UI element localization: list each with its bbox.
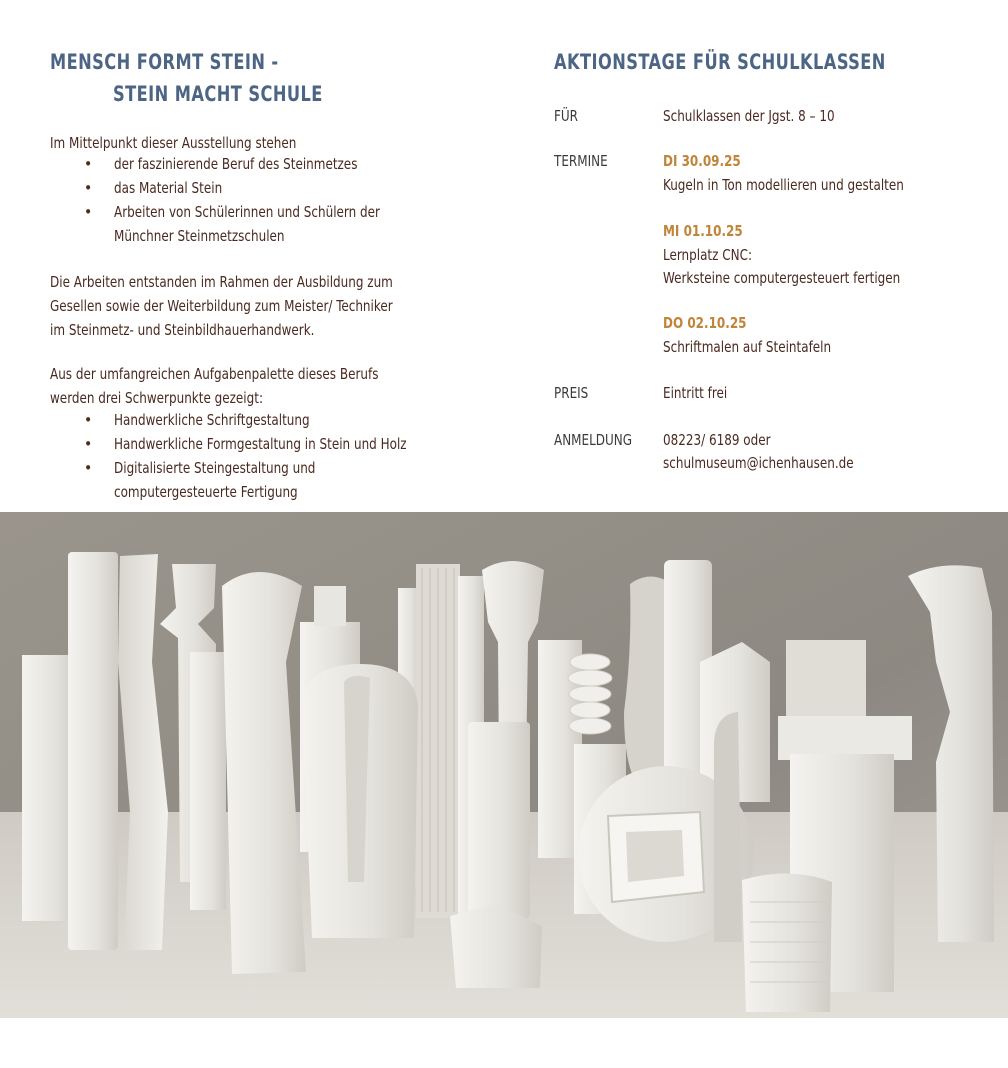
phone-text: 08223/ 6189 oder	[663, 431, 771, 449]
date-1: DI 30.09.25	[663, 152, 741, 170]
preis-value: Eintritt frei	[663, 384, 728, 402]
list-item: • der faszinierende Beruf des Steinmetzes	[84, 155, 358, 173]
event-2-line-1: Lernplatz CNC:	[663, 246, 752, 264]
list-item: • Handwerkliche Schriftgestaltung	[84, 411, 310, 429]
event-3: Schriftmalen auf Steintafeln	[663, 338, 832, 356]
key-areas-list	[80, 408, 454, 504]
termine-label: TERMINE	[554, 152, 608, 170]
list-item: • Arbeiten von Schülerinnen und Schülern der Münchner Steinmetzschulen	[84, 203, 380, 245]
email-link[interactable]: schulmuseum@ichenhausen.de	[663, 454, 854, 472]
preis-label: PREIS	[554, 384, 589, 402]
anmeldung-label: ANMELDUNG	[554, 431, 633, 449]
intro-text: Im Mittelpunkt dieser Ausstellung stehen	[50, 134, 297, 152]
list-item: • das Material Stein	[84, 179, 223, 197]
training-paragraph: Die Arbeiten entstanden im Rahmen der Ausbildung zum Gesellen sowie der Weiterbildung zum Meister/ Techniker im Steinmetz- und Steinbildhauerhandwerk.	[50, 273, 393, 339]
left-title-line-2: STEIN MACHT SCHULE	[113, 82, 323, 106]
tasks-paragraph: Aus der umfangreichen Aufgabenpalette dieses Berufs werden drei Schwerpunkte gezeigt:	[50, 365, 379, 407]
stone-sculptures-photo	[0, 512, 1008, 1018]
event-1: Kugeln in Ton modellieren und gestalten	[663, 176, 904, 194]
date-2: MI 01.10.25	[663, 222, 743, 240]
list-item: • Handwerkliche Formgestaltung in Stein und Holz	[84, 435, 407, 453]
list-item: • Digitalisierte Steingestaltung und computergesteuerte Fertigung	[84, 459, 316, 501]
fuer-label: FÜR	[554, 107, 579, 125]
focus-list	[80, 152, 423, 248]
left-title-line-1: MENSCH FORMT STEIN -	[50, 50, 279, 74]
fuer-value: Schulklassen der Jgst. 8 – 10	[663, 107, 835, 125]
right-title: AKTIONSTAGE FÜR SCHULKLASSEN	[554, 50, 886, 74]
event-2-line-2: Werksteine computergesteuert fertigen	[663, 269, 901, 287]
date-3: DO 02.10.25	[663, 314, 747, 332]
